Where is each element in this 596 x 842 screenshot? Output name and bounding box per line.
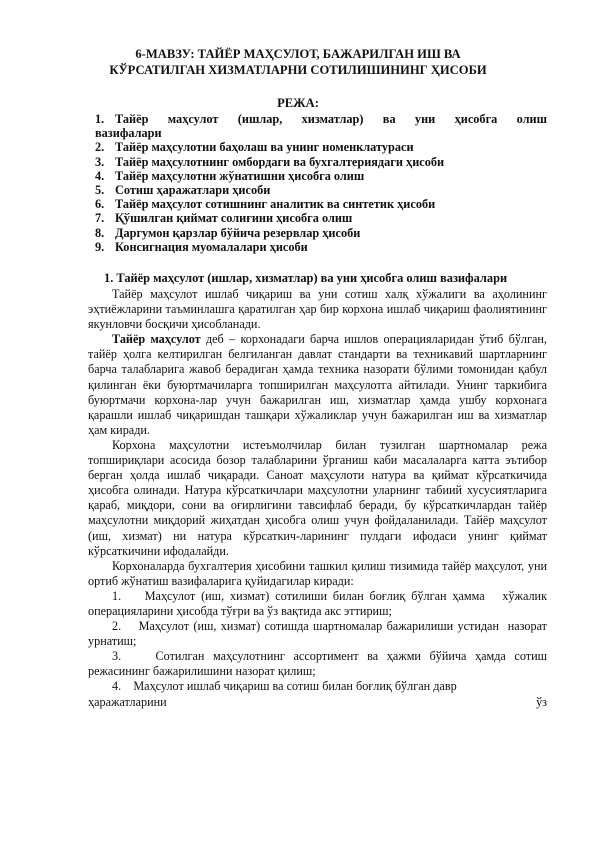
paragraph-text: деб – корхонадаги барча ишлов операцияларидан ўтиб бўлган, тайёр ҳолга келтирилган белгиланган давлат стандарти ва техникавий шартларнинг барча талабларига жавоб берадиган ҳамда техника назорати бўлими томонидан қабул қилинган ёки буюртмачиларга топширилган маҳсулотга айтилади. Унинг таркибига буюртмачи корхона-лар учун бажарилган иш, хизматлар ҳамда ушбу корхонага қарашли ишлаб чиқаришдан ташқари хўжаликлар учун бажарилган иш ва хизматлар ҳам киради.: [88, 332, 547, 437]
plan-item-text: Тайёр маҳсулотни жўнатишни ҳисобга олиш: [115, 168, 365, 183]
plan-item-number: 5.: [95, 183, 105, 198]
plan-item: [95, 140, 547, 154]
list-item-text: ҳаражатларини: [88, 694, 167, 709]
plan-item-text: Тайёр маҳсулотни баҳолаш ва унинг номенклатураси: [115, 140, 414, 155]
paragraph: [88, 332, 547, 438]
bold-term: Тайёр маҳсулот: [112, 332, 201, 347]
plan-item: [95, 226, 547, 240]
plan-item: [95, 183, 547, 197]
paragraph: Корхона маҳсулотни истеъмолчилар билан тузилган шартномалар режа топшириқлари асосида бозор талабларини ўрганиш каби масалаларга катта эътибор берган ҳолда ишлаб чиқаради. Саноат маҳсулоти натура ва қиймат кўрсаткичида ҳисобга олинади. Натура кўрсаткичлари маҳсулотни уларнинг табиий хусусиятларига қараб, миқдори, сони ва оғирлигини тавсифлаб беради, бу кўрсаткичлардан тайёр маҳсулотни миқдорий жиҳатдан ҳисобга олиш учун фойдаланилади. Тайёр маҳсулот (иш, хизмат) ни натура кўрсаткич-ларининг пулдаги ифодаси унинг қиймат кўрсаткичини ифодалайди.: [88, 437, 547, 558]
plan-item: [95, 240, 547, 254]
plan-item: [95, 169, 547, 183]
list-item: 2. Маҳсулот (иш, хизмат) сотишда шартномалар бажарилиши устидан назорат урнатиш;: [88, 619, 547, 649]
plan-item-number: 7.: [95, 211, 105, 226]
plan-item-number: 4.: [95, 168, 105, 183]
list-item-continued: [88, 695, 547, 710]
list-item-text-tail: ўз: [536, 694, 547, 709]
list-item: 1. Маҳсулот (иш, хизмат) сотилиши билан боғлиқ бўлган ҳамма хўжалик операцияларини ҳисобда тўғри ва ўз вақтида акс эттириш;: [88, 588, 547, 618]
plan-item-text: Даргумон қарзлар бўйича резервлар ҳисоби: [115, 225, 361, 240]
paragraph: Тайёр маҳсулот ишлаб чиқариш ва уни сотиш халқ хўжалиги ва аҳолининг эҳтиёжларини таъминлашга қаратилган ҳар бир корхона ишлаб чиқариш фаолиятининг якунловчи босқичи ҳисобланади.: [88, 287, 547, 332]
plan-item: [95, 197, 547, 211]
plan-item: [95, 155, 547, 169]
title-line-2: КЎРСАТИЛГАН ХИЗМАТЛАРНИ СОТИЛИШИНИНГ ҲИСОБИ: [109, 63, 487, 77]
title-line-1: 6-МАВЗУ: ТАЙЁР МАҲСУЛОТ, БАЖАРИЛГАН ИШ ВА: [135, 47, 461, 61]
plan-item-number: 6.: [95, 197, 105, 212]
plan-item-text: Қўшилган қиймат солиғини ҳисобга олиш: [115, 211, 353, 226]
list-item: 3. Сотилган маҳсулотнинг ассортимент ва ҳажми бўйича ҳамда сотиш режасининг бажарилишини назорат қилиш;: [88, 649, 547, 679]
plan-item-number: 1.: [95, 112, 105, 126]
list-item: 4. Маҳсулот ишлаб чиқариш ва сотиш билан боғлиқ бўлган давр: [112, 679, 457, 694]
plan-item-number: 8.: [95, 225, 105, 240]
plan-item-number: 2.: [95, 140, 105, 155]
section-heading: 1. Тайёр маҳсулот (ишлар, хизматлар) ва уни ҳисобга олиш вазифалари: [104, 271, 508, 285]
paragraph: Корхоналарда бухгалтерия ҳисобини ташкил қилиш тизимида тайёр маҳсулот, уни ортиб жўнатиш вазифаларига қуйидагилар киради:: [88, 558, 547, 588]
plan-item-text: Сотиш ҳаражатлари ҳисоби: [115, 183, 271, 198]
plan-item-text: Консигнация муомалалари ҳисоби: [115, 239, 308, 254]
body-text: [88, 287, 547, 710]
plan-item-text: Тайёр маҳсулот сотишнинг аналитик ва синтетик ҳисоби: [115, 197, 436, 212]
plan-item-text: Тайёр маҳсулот (ишлар, хизматлар) ва уни ҳисобга олиш: [115, 112, 547, 126]
plan-list: [95, 112, 547, 254]
plan-item: [95, 211, 547, 225]
plan-item-number: 9.: [95, 239, 105, 254]
plan-item: [95, 112, 547, 140]
plan-item-text: Тайёр маҳсулотнинг омбордаги ва бухгалтериядаги ҳисоби: [115, 154, 445, 169]
plan-heading: РЕЖА:: [277, 96, 319, 110]
plan-item-text-continued: вазифалари: [95, 126, 162, 141]
page-title: [60, 46, 536, 78]
plan-item-number: 3.: [95, 154, 105, 169]
